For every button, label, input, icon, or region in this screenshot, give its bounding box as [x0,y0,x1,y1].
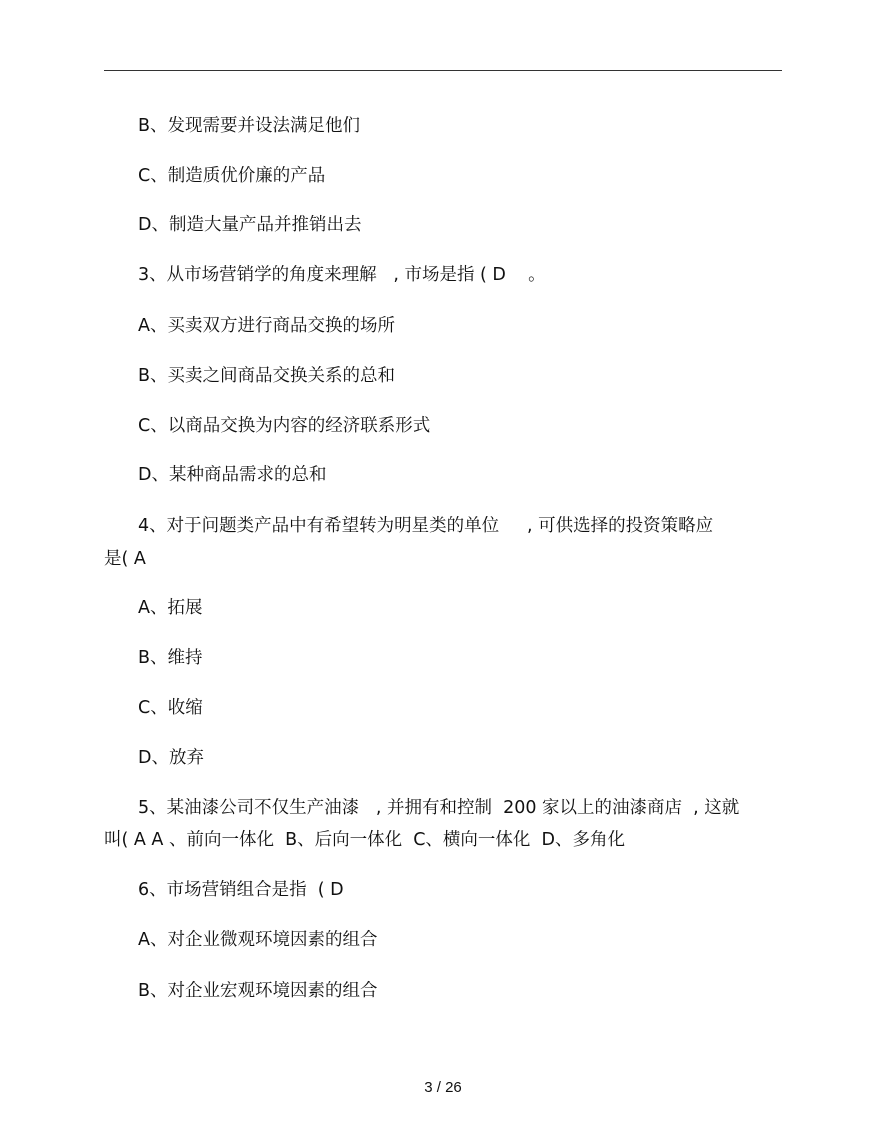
question-5-continuation: 叫( A A 、前向一体化 B、后向一体化 C、横向一体化 D、多角化 [104,830,626,850]
option-d-text: D、放弃 [138,748,204,768]
question-6-text: 6、市场营销组合是指 ( D [138,880,344,900]
option-b-text: B、维持 [138,648,203,668]
option-a-text: A、对企业微观环境因素的组合 [138,930,378,950]
option-b-text: B、对企业宏观环境因素的组合 [138,981,378,1001]
option-d-text: D、某种商品需求的总和 [138,465,327,485]
option-b-text: B、发现需要并设法满足他们 [138,116,361,136]
option-a-text: A、买卖双方进行商品交换的场所 [138,316,395,336]
question-5-text: 5、某油漆公司不仅生产油漆 , 并拥有和控制 200 家以上的油漆商店 , 这就 [138,798,740,818]
page-number: 3 / 26 [424,1079,462,1096]
option-d-text: D、制造大量产品并推销出去 [138,215,362,235]
question-4-text: 4、对于问题类产品中有希望转为明星类的单位 , 可供选择的投资策略应 [138,516,714,536]
option-a-text: A、拓展 [138,598,203,618]
header-rule [104,70,782,71]
option-c-text: C、制造质优价廉的产品 [138,166,326,186]
question-3-text: 3、从市场营销学的角度来理解 , 市场是指 ( D 。 [138,265,546,285]
option-c-text: C、以商品交换为内容的经济联系形式 [138,416,431,436]
question-4-continuation: 是( A [104,549,146,569]
option-c-text: C、收缩 [138,698,203,718]
option-b-text: B、买卖之间商品交换关系的总和 [138,366,396,386]
